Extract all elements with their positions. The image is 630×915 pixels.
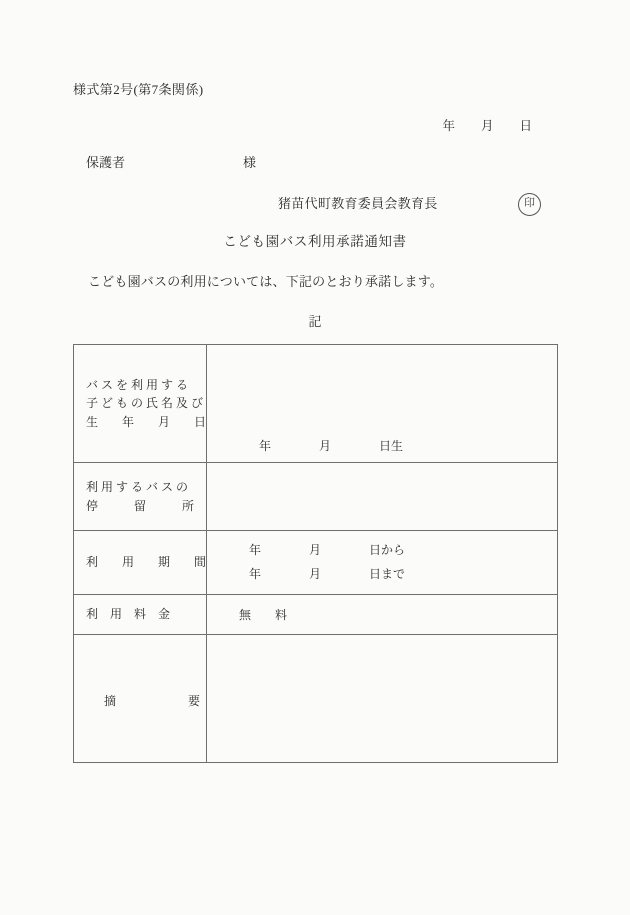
label-line: バ ス を 利 用 す る: [86, 377, 189, 392]
row-label-remarks: [74, 635, 207, 763]
row-value-fee: [207, 595, 558, 635]
label-line: 利 用 す る バ ス の: [86, 479, 189, 494]
label-line: 子 ど も の 氏 名 及 び: [86, 396, 204, 411]
table-row: [74, 531, 558, 595]
table-row: [74, 595, 558, 635]
row-label-child-name: [74, 345, 207, 463]
table-row: [74, 345, 558, 463]
label-line: 利 用 期 間: [86, 555, 207, 570]
issue-date-day: 日: [519, 119, 533, 133]
table-row: [74, 463, 558, 531]
period-from-blank: 年 月 日から: [249, 543, 406, 558]
addressee-honorific: 様: [243, 154, 257, 170]
issuer-name: 猪苗代町教育委員会教育長: [278, 196, 438, 211]
row-label-bus-stop: [74, 463, 207, 531]
row-value-remarks[interactable]: [207, 635, 558, 763]
table-row: [74, 635, 558, 763]
label-line: 生 年 月 日: [86, 414, 207, 429]
issue-date-year: 年: [442, 119, 456, 133]
ki-marker: 記: [308, 314, 322, 329]
label-line: 利 用 料 金: [86, 607, 171, 622]
form-number: 様式第2号(第7条関係): [73, 82, 204, 97]
row-label-period: [74, 531, 207, 595]
addressee-line: [73, 139, 256, 186]
row-label-fee: [74, 595, 207, 635]
fee-amount: 無 料: [239, 608, 288, 622]
body-paragraph: こども園バスの利用については、下記のとおり承諾します。: [88, 274, 444, 289]
period-to-blank: 年 月 日まで: [249, 566, 406, 581]
label-line: 停 留 所: [86, 498, 195, 513]
row-value-bus-stop[interactable]: [207, 463, 558, 531]
row-value-child-name[interactable]: [207, 345, 558, 463]
seal-icon: 印: [518, 193, 541, 216]
page-title: こども園バス利用承諾通知書: [223, 234, 407, 249]
addressee-label: 保護者: [86, 154, 126, 170]
issue-date-month: 月: [481, 119, 494, 133]
application-details-table: [73, 344, 558, 763]
birthdate-blank: 年 月 日生: [259, 439, 404, 453]
row-value-period[interactable]: [207, 531, 558, 595]
label-line: 摘 要: [104, 694, 201, 709]
issue-date-line: [430, 104, 532, 149]
